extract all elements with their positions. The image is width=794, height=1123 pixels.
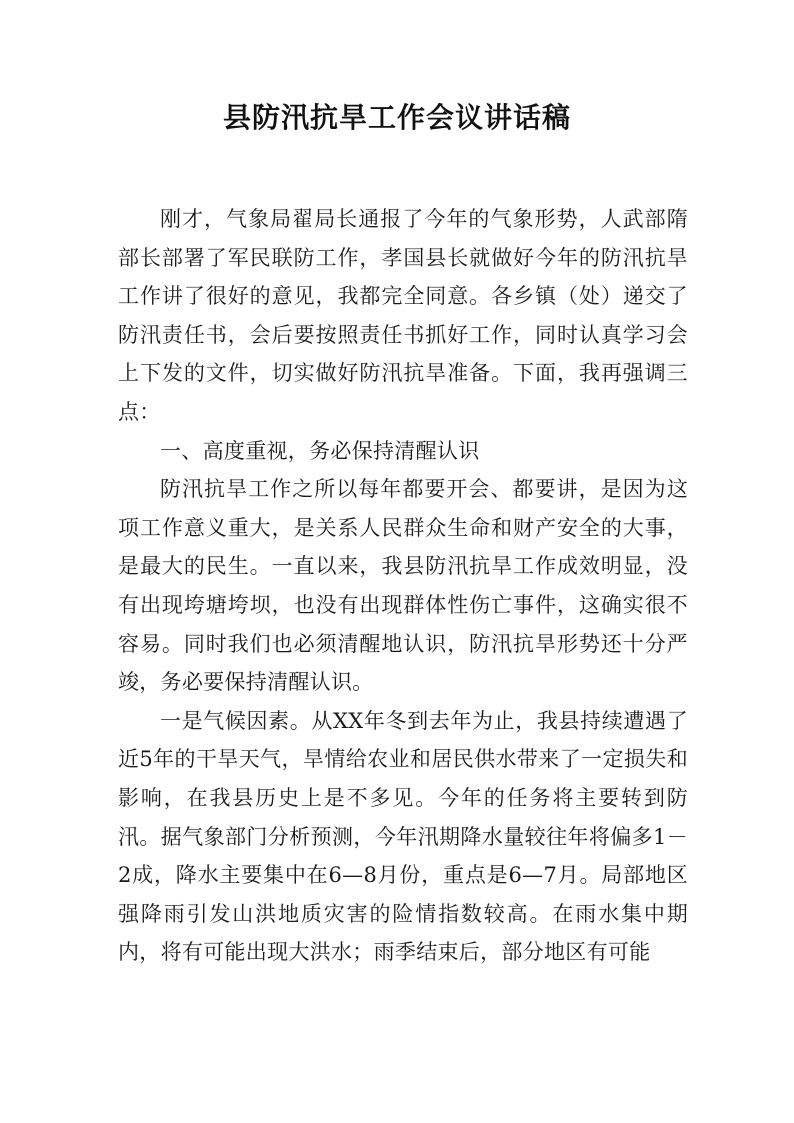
paragraph-opening: 刚才，气象局翟局长通报了今年的气象形势，人武部隋部长部署了军民联防工作，孝国县长就做好今年的防汛抗旱工作讲了很好的意见，我都完全同意。各乡镇（处）递交了防汛责任书，会后要按照责任书抓好工作，同时认真学习会上下发的文件，切实做好防汛抗旱准备。下面，我再强调三点： (118, 207, 688, 424)
paragraph-importance: 防汛抗旱工作之所以每年都要开会、都要讲，是因为这项工作意义重大，是关系人民群众生命和财产安全的大事，是最大的民生。一直以来，我县防汛抗旱工作成效明显，没有出现垮塘垮坝，也没有出现群体性伤亡事件，这确实很不容易。同时我们也必须清醒地认识，防汛抗旱形势还十分严竣，务必要保持清醒认识。 (118, 477, 688, 695)
section-heading-1: 一、高度重视，务必保持清醒认识 (160, 438, 480, 463)
paragraph-climate: 一是气候因素。从XX年冬到去年为止，我县持续遭遇了近5年的干旱天气，旱情给农业和居民供水带来了一定损失和影响，在我县历史上是不多见。今年的任务将主要转到防汛。据气象部门分析预测，今年汛期降水量较往年将偏多1－2成，降水主要集中在6—8月份，重点是6—7月。局部地区强降雨引发山洪地质灾害的险情指数较高。在雨水集中期内，将有可能出现大洪水；雨季结束后，部分地区有可能 (118, 708, 688, 965)
document-title: 县防汛抗旱工作会议讲话稿 (222, 101, 571, 134)
document-body (118, 200, 688, 972)
